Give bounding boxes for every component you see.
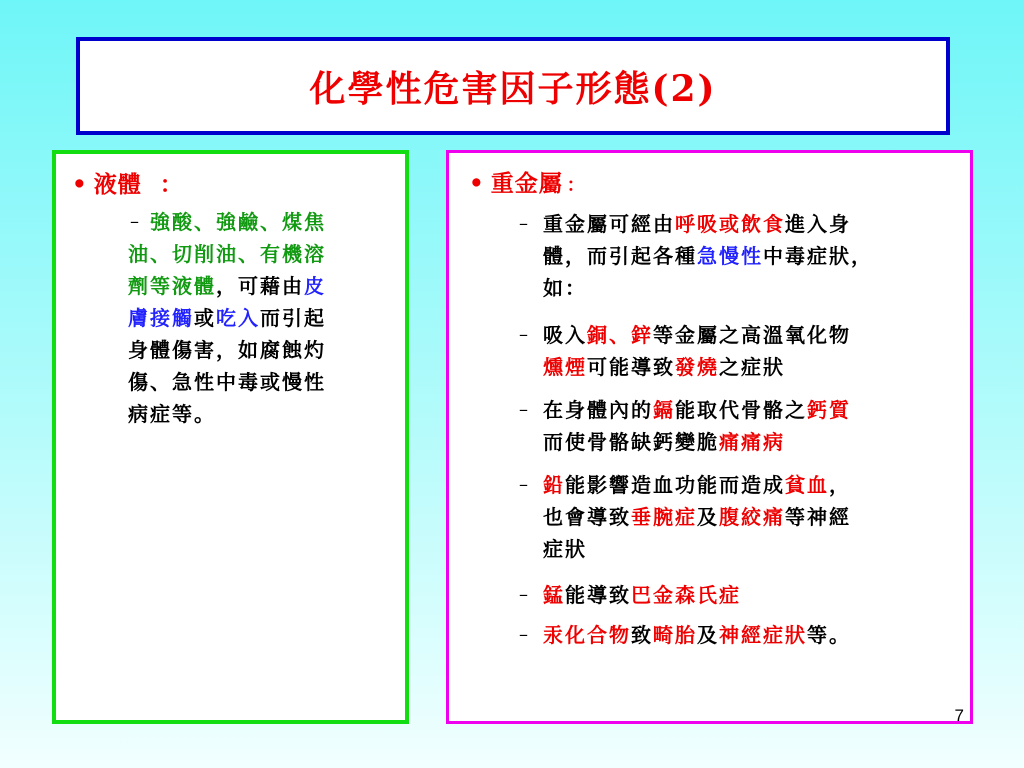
- right-item-5: 錳能導致巴金森氏症: [543, 583, 741, 607]
- bullet-icon: •: [469, 170, 485, 197]
- bullet-icon: •: [72, 171, 88, 198]
- left-line-6: 傷、急性中毒或慢性: [128, 370, 326, 394]
- right-dash: –: [519, 213, 528, 234]
- right-item-1: 重金屬可經由呼吸或飲食進入身 體，而引起各種急慢性中毒症狀， 如：: [543, 212, 873, 300]
- left-line-2: 油、切削油、有機溶: [128, 242, 326, 266]
- right-dash: –: [519, 474, 528, 495]
- right-heading: [469, 165, 586, 198]
- left-line-3: 劑等液體，可藉由皮: [128, 274, 326, 298]
- left-heading-text: 液體: [93, 171, 142, 198]
- left-heading-colon: ：: [159, 171, 184, 198]
- left-line-7: 病症等。: [128, 402, 216, 426]
- right-panel: [446, 150, 973, 724]
- title-box: [76, 37, 950, 135]
- right-item-4: 鉛能影響造血功能而造成貧血， 也會導致垂腕症及腹絞痛等神經 症狀: [543, 473, 851, 561]
- right-dash: –: [519, 584, 528, 605]
- left-panel: [52, 150, 409, 724]
- right-heading-colon: ：: [566, 175, 586, 196]
- right-dash: –: [519, 399, 528, 420]
- right-dash: –: [519, 324, 528, 345]
- right-item-6: 汞化合物致畸胎及神經症狀等。: [543, 623, 851, 647]
- left-line-4: 膚接觸或吃入而引起: [128, 306, 326, 330]
- right-heading-text: 重金屬: [490, 170, 563, 197]
- slide-title: 化學性危害因子形態(2): [309, 67, 717, 110]
- page-number: 7: [954, 706, 964, 725]
- right-dash: –: [519, 624, 528, 645]
- right-item-2: 吸入銅、鋅等金屬之高溫氧化物 燻煙可能導致發燒之症狀: [543, 323, 851, 379]
- left-line-5: 身體傷害，如腐蝕灼: [128, 338, 326, 362]
- left-line-1: 強酸、強鹼、煤焦: [150, 210, 326, 234]
- right-item-3: 在身體內的鎘能取代骨骼之鈣質 而使骨骼缺鈣變脆痛痛病: [543, 398, 851, 454]
- left-heading: [72, 166, 184, 199]
- left-dash: –: [130, 211, 139, 232]
- left-content: [128, 206, 398, 430]
